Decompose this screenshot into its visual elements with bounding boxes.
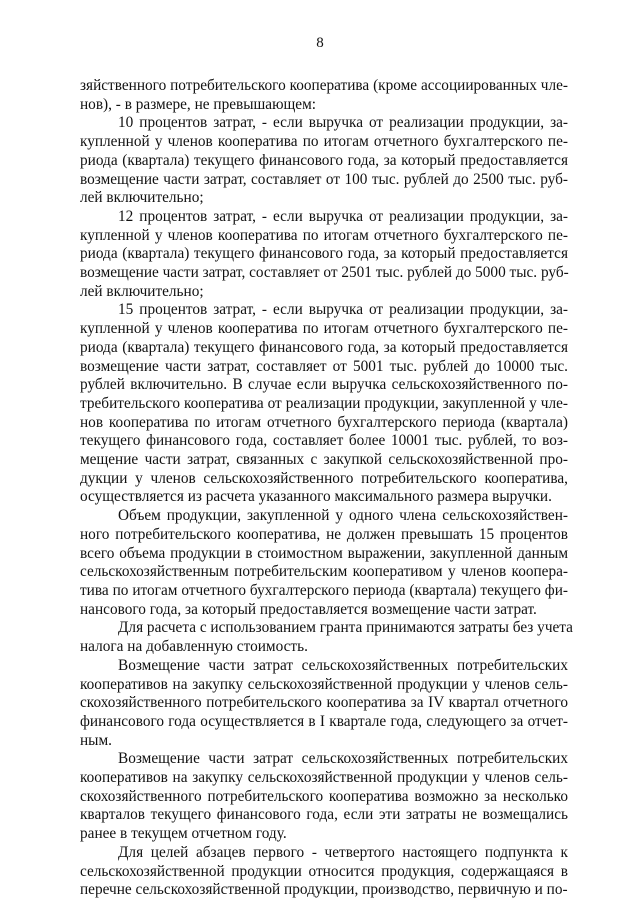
paragraph [80,114,568,208]
text-line: Возмещение части затрат сельскохозяйственных потребительских [118,750,568,768]
text-line: мещение части затрат, связанных с закупкой сельскохозяйственной про- [80,451,568,469]
text-line: риода (квартала) текущего финансового года, за который предоставляется [80,151,568,169]
text-line: риода (квартала) текущего финансового года, за который предоставляется [80,245,568,263]
text-line: Возмещение части затрат сельскохозяйственных потребительских [118,656,568,674]
text-line: скохозяйственного потребительского кооператива за IV квартал отчетного [80,694,568,712]
text-line: ного потребительского кооператива, не должен превышать 15 процентов [80,525,568,543]
text-line: сельскохозяйственной продукции относится продукция, содержащаяся в [80,862,568,880]
paragraph [80,750,568,844]
text-line: дукции у членов сельскохозяйственного потребительского кооператива, [80,469,568,487]
paragraph [80,301,568,507]
text-line: тива по итогам отчетного бухгалтерского периода (квартала) текущего фи- [80,581,568,599]
text-line: возмещение части затрат, составляет от 2501 тыс. рублей до 5000 тыс. руб- [80,264,569,282]
text-line: риода (квартала) текущего финансового года, за который предоставляется [80,338,568,356]
text-line: финансового года осуществляется в I квартале года, следующего за отчет- [80,712,568,730]
paragraph [80,208,568,302]
text-line: купленной у членов кооператива по итогам отчетного бухгалтерского пе- [80,133,568,151]
text-line: требительского кооператива от реализации продукции, закупленной у чле- [80,394,568,412]
text-line: возмещение части затрат, составляет от 100 тыс. рублей до 2500 тыс. руб- [80,170,568,188]
text-line: 12 процентов затрат, - если выручка от реализации продукции, за- [118,207,568,225]
text-line: всего объема продукции в стоимостном выражении, закупленной данным [80,544,568,562]
body-text [80,77,573,900]
text-line: ранее в текущем отчетном году. [80,825,287,843]
text-line: лей включительно; [80,189,204,207]
text-line: кооперативов на закупку сельскохозяйственной продукции у членов сель- [80,769,568,787]
text-line: рублей включительно. В случае если выручка сельскохозяйственного по- [80,376,568,394]
text-line: зяйственного потребительского кооператива (кроме ассоциированных чле- [80,77,568,94]
paragraph [80,619,573,656]
text-line: текущего финансового года, составляет более 10001 тыс. рублей, то воз- [80,432,568,450]
text-line: 15 процентов затрат, - если выручка от реализации продукции, за- [118,301,568,319]
text-line: купленной у членов кооператива по итогам отчетного бухгалтерского пе- [80,320,568,338]
text-line: Для целей абзацев первого - четвертого настоящего подпункта к [118,843,568,861]
text-line: перечне сельскохозяйственной продукции, производство, первичную и по- [80,881,568,899]
text-line: лей включительно; [80,282,204,300]
text-line: нов кооператива по итогам отчетного бухгалтерского периода (квартала) [80,413,568,431]
text-line: Объем продукции, закупленной у одного члена сельскохозяйствен- [118,507,568,525]
text-line: купленной у членов кооператива по итогам отчетного бухгалтерского пе- [80,226,568,244]
text-line: сельскохозяйственным потребительским кооперативом у членов коопера- [80,563,568,581]
text-line: ным. [80,731,112,749]
paragraph [80,657,568,751]
paragraph [80,507,568,619]
text-line: налога на добавленную стоимость. [80,638,308,656]
text-line: кооперативов на закупку сельскохозяйственной продукции у членов сель- [80,675,568,693]
text-line: кварталов текущего финансового года, если эти затраты не возмещались [80,806,568,824]
paragraph [80,844,568,900]
text-line: скохозяйственного потребительского кооператива возможно за несколько [80,787,568,805]
page-number: 8 [316,35,324,51]
text-line: нов), - в размере, не превышающем: [80,95,317,113]
paragraph [80,77,568,114]
text-line: Для расчета с использованием гранта принимаются затраты без учета [118,619,573,637]
text-line: осуществляется из расчета указанного максимального размера выручки. [80,488,552,506]
text-line: 10 процентов затрат, - если выручка от реализации продукции, за- [118,114,568,132]
text-line: возмещение части затрат, составляет от 5001 тыс. рублей до 10000 тыс. [80,357,568,375]
text-line: нансового года, за который предоставляется возмещение части затрат. [80,600,537,618]
